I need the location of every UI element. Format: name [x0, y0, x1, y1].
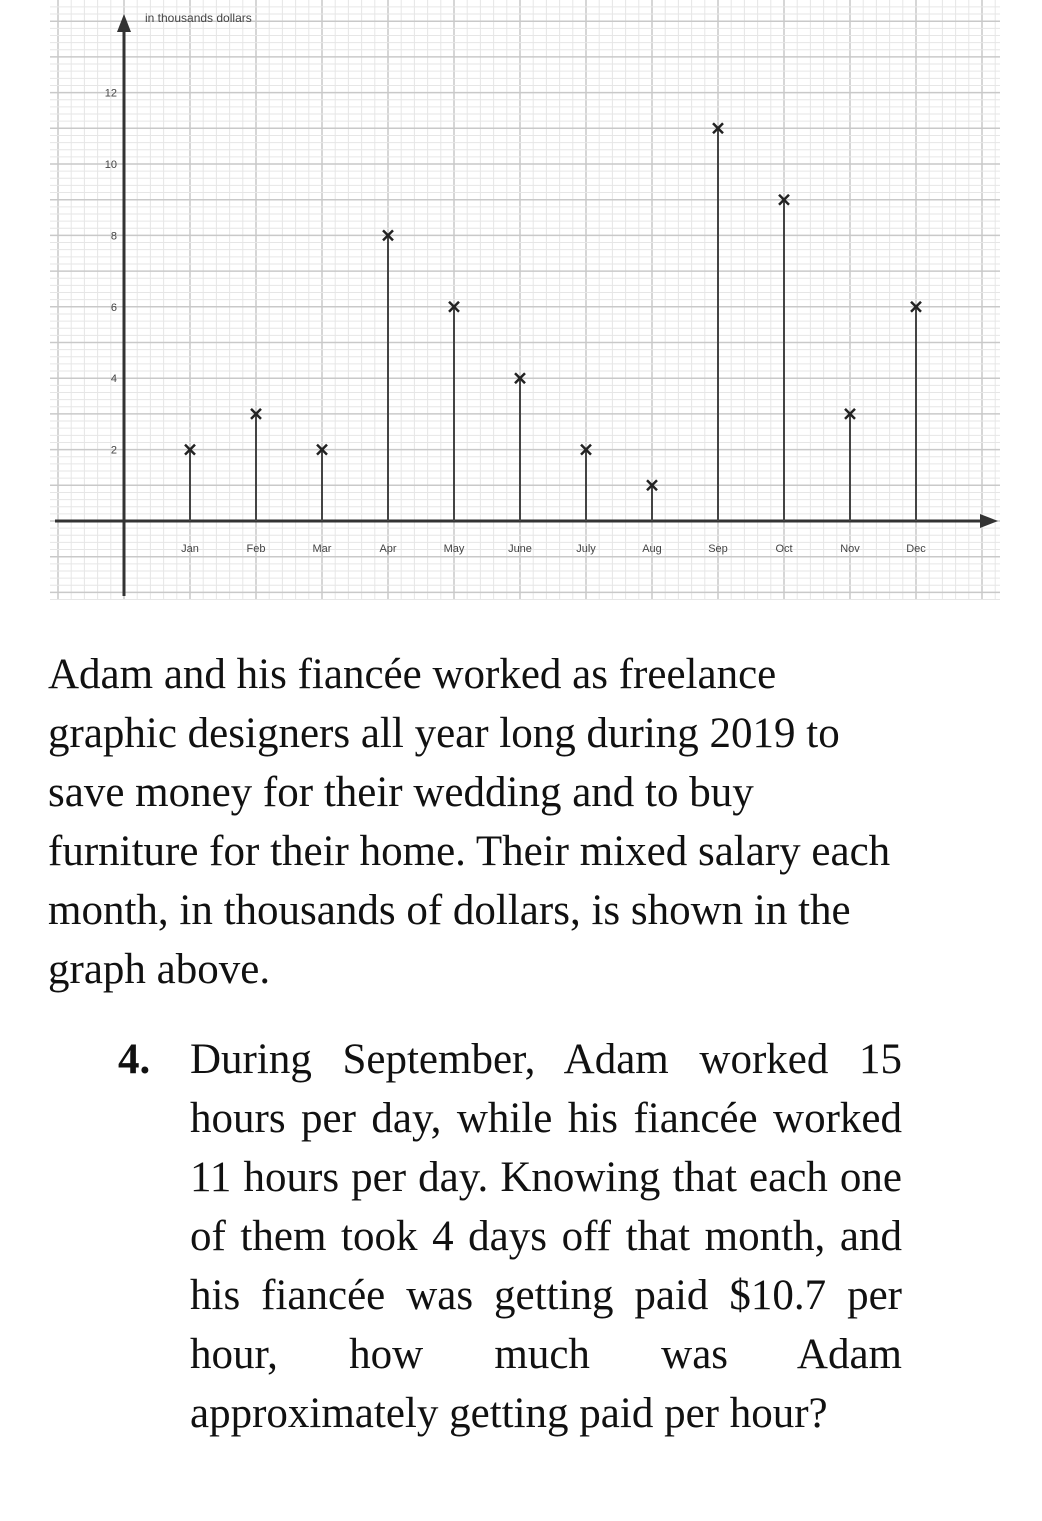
- y-tick-label: 8: [110, 230, 117, 243]
- problem-paragraph: Adam and his fiancée worked as freelance graphic designers all year long during 2019 to save money for their wedding and to buy furniture for their home. Their mixed salary each month, in thousands of dollars, is shown in the graph above.: [48, 651, 891, 993]
- x-tick-label: Nov: [840, 543, 860, 555]
- y-tick-label: 4: [110, 373, 117, 386]
- x-tick-label: May: [443, 543, 465, 555]
- question-number: 4.: [118, 1036, 151, 1083]
- x-tick-label: Apr: [379, 543, 397, 555]
- x-tick-label: June: [508, 543, 532, 555]
- question-text: During September, Adam worked 15 hours per day, while his fiancée worked 11 hours per day. Knowing that each one of them took 4 days off that month, and his fiancée was getting paid $10.7 per hour, how much was Adam approximately getting paid per hour?: [190, 1036, 902, 1437]
- y-tick-label: 10: [104, 159, 117, 171]
- y-tick-label: 12: [104, 87, 117, 100]
- x-tick-label: Aug: [642, 543, 662, 555]
- x-tick-label: Jan: [181, 543, 199, 555]
- salary-chart: [0, 0, 1042, 620]
- chart-grid: [50, 0, 1000, 600]
- x-tick-label: Sep: [708, 543, 728, 555]
- y-tick-label: 2: [110, 444, 117, 457]
- y-axis-title: in thousands dollars: [145, 11, 252, 25]
- x-tick-label: Oct: [775, 543, 793, 555]
- x-tick-labels: [181, 543, 926, 555]
- x-tick-label: Dec: [906, 543, 926, 555]
- x-tick-label: Mar: [312, 543, 332, 555]
- x-tick-label: Feb: [246, 543, 266, 555]
- y-tick-label: 6: [110, 301, 117, 314]
- chart-axes: [55, 14, 998, 596]
- y-axis-arrow: [117, 14, 131, 32]
- x-tick-label: July: [576, 543, 596, 555]
